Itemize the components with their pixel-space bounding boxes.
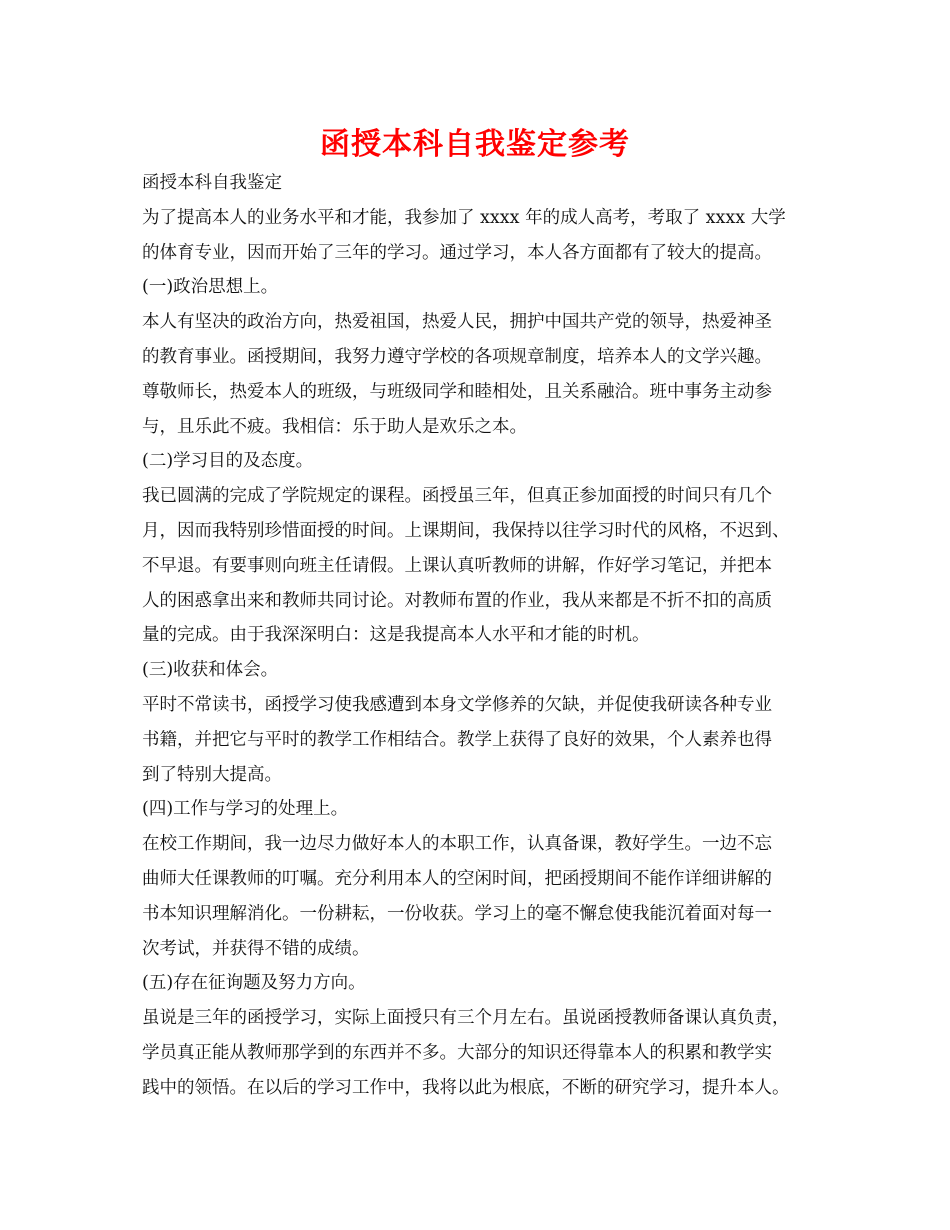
section-heading: (一)政治思想上。 <box>142 277 279 298</box>
paragraph-line: 平时不常读书，函授学习使我感遭到本身文学修养的欠缺，并促使我研读各种专业 <box>142 694 772 715</box>
document-title: 函授本科自我鉴定参考 <box>320 127 630 162</box>
paragraph-line: 曲师大任课教师的叮嘱。充分利用本人的空闲时间，把函授期间不能作详细讲解的 <box>142 868 772 889</box>
paragraph-line: 学员真正能从教师那学到的东西并不多。大部分的知识还得靠本人的积累和教学实 <box>142 1042 772 1063</box>
paragraph-line: 为了提高本人的业务水平和才能，我参加了 xxxx 年的成人高考，考取了 xxxx 大学 <box>142 207 786 228</box>
paragraph-line: 的体育专业，因而开始了三年的学习。通过学习，本人各方面都有了较大的提高。 <box>142 242 772 263</box>
paragraph-line: 的教育事业。函授期间，我努力遵守学校的各项规章制度，培养本人的文学兴趣。 <box>142 346 772 367</box>
paragraph-line: 不早退。有要事则向班主任请假。上课认真听教师的讲解，作好学习笔记，并把本 <box>142 555 772 576</box>
section-heading: (二)学习目的及态度。 <box>142 451 314 472</box>
paragraph-line: 书本知识理解消化。一份耕耘，一份收获。学习上的毫不懈怠使我能沉着面对每一 <box>142 903 772 924</box>
paragraph-line: 与，且乐此不疲。我相信：乐于助人是欢乐之本。 <box>142 416 527 437</box>
paragraph-line: 本人有坚决的政治方向，热爱祖国，热爱人民，拥护中国共产党的领导，热爱神圣 <box>142 312 772 333</box>
section-heading: (四)工作与学习的处理上。 <box>142 799 349 820</box>
section-heading: (五)存在征询题及努力方向。 <box>142 973 366 994</box>
paragraph-line: 虽说是三年的函授学习，实际上面授只有三个月左右。虽说函授教师备课认真负责， <box>142 1008 790 1029</box>
paragraph-line: 我已圆满的完成了学院规定的课程。函授虽三年，但真正参加面授的时间只有几个 <box>142 486 772 507</box>
subtitle-line: 函授本科自我鉴定 <box>142 173 282 193</box>
paragraph-line: 践中的领悟。在以后的学习工作中，我将以此为根底，不断的研究学习，提升本人。 <box>142 1077 790 1098</box>
paragraph-line: 尊敬师长，热爱本人的班级，与班级同学和睦相处，且关系融洽。班中事务主动参 <box>142 381 772 402</box>
paragraph-line: 人的困惑拿出来和教师共同讨论。对教师布置的作业，我从来都是不折不扣的高质 <box>142 590 772 611</box>
paragraph-line: 月，因而我特别珍惜面授的时间。上课期间，我保持以往学习时代的风格，不迟到、 <box>142 520 790 541</box>
paragraph-line: 到了特别大提高。 <box>142 764 282 785</box>
section-heading: (三)收获和体会。 <box>142 660 279 681</box>
paragraph-line: 量的完成。由于我深深明白：这是我提高本人水平和才能的时机。 <box>142 625 650 646</box>
document-body <box>142 166 832 1106</box>
paragraph-line: 在校工作期间，我一边尽力做好本人的本职工作，认真备课，教好学生。一边不忘 <box>142 834 772 855</box>
paragraph-line: 书籍，并把它与平时的教学工作相结合。教学上获得了良好的效果，个人素养也得 <box>142 729 772 750</box>
paragraph-line: 次考试，并获得不错的成绩。 <box>142 938 370 959</box>
